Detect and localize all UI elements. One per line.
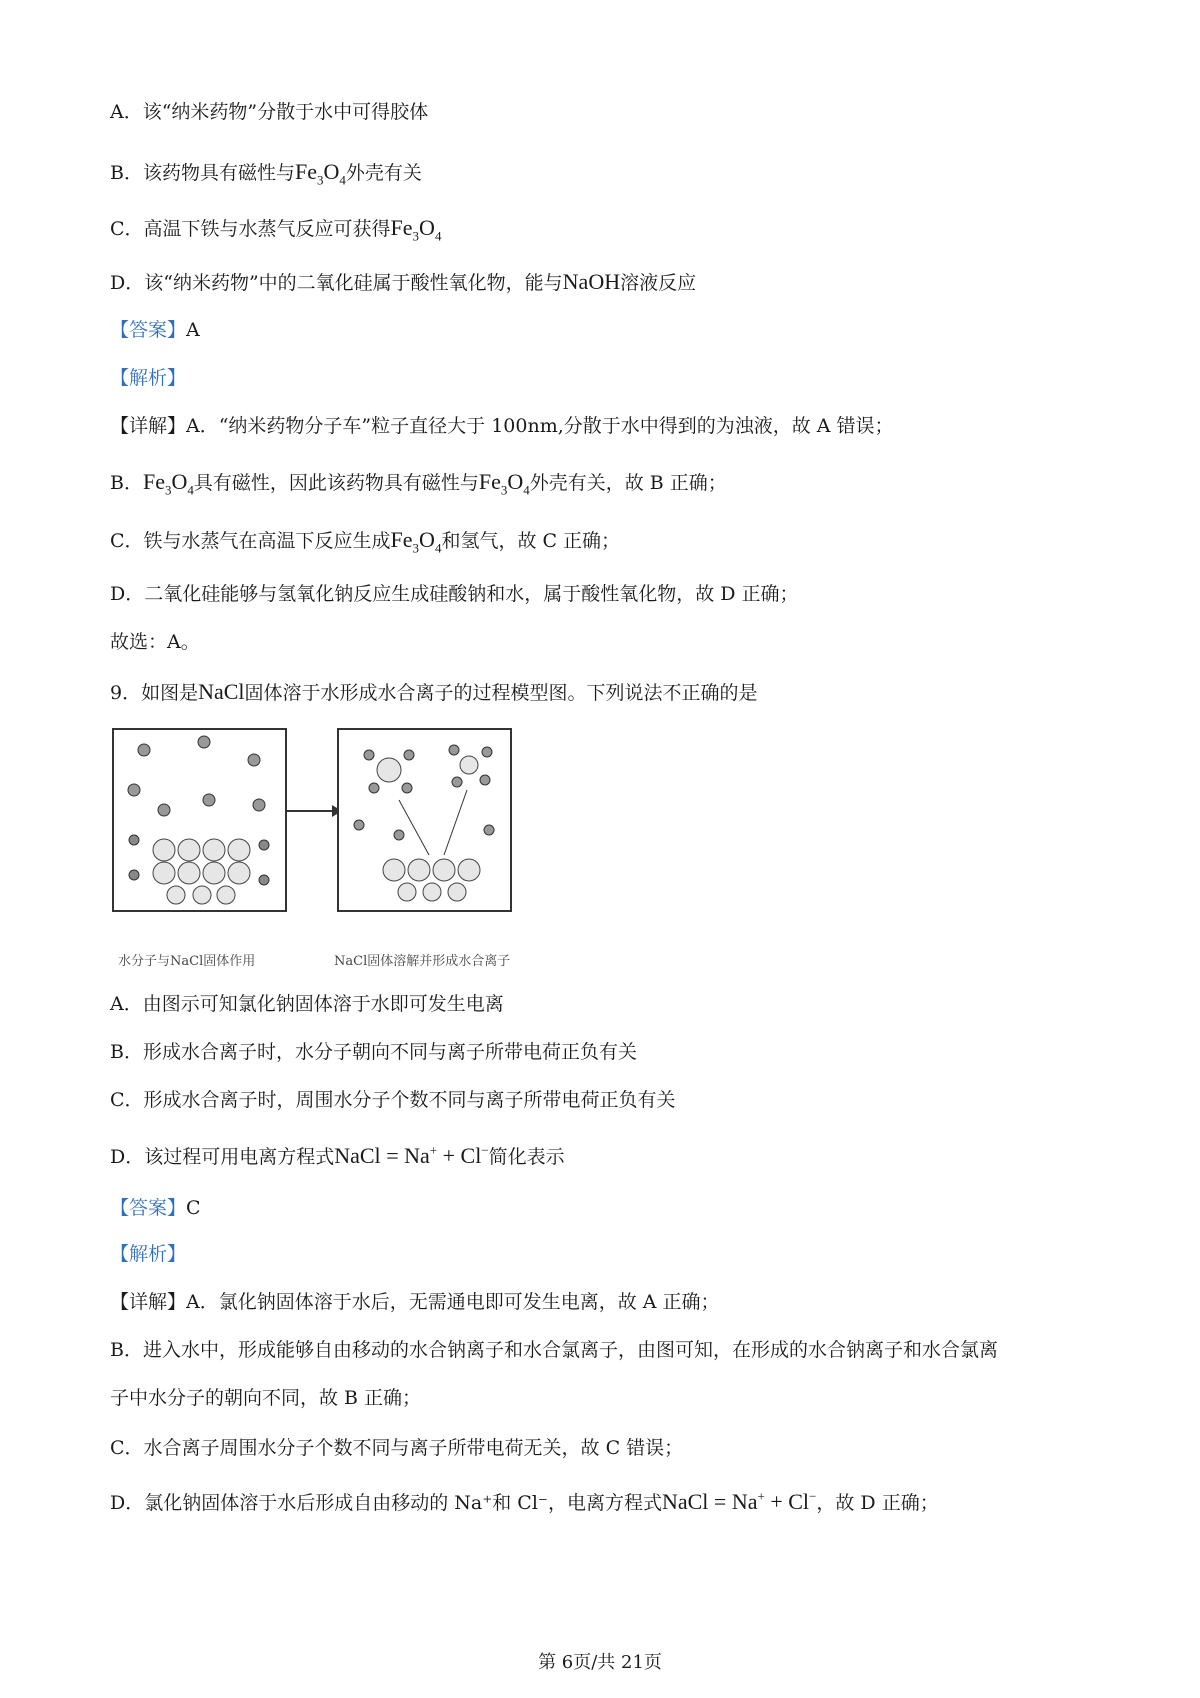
q8-option-d-text: D．该“纳米药物”中的二氧化硅属于酸性氧化物，能与 — [110, 272, 563, 294]
figure-caption-left: 水分子与NaCl固体作用 — [118, 954, 256, 969]
q8-detail-d: D．二氧化硅能够与氢氧化钠反应生成硅酸钠和水，属于酸性氧化物，故 D 正确； — [110, 583, 799, 605]
q8-option-c-text: C．高温下铁与水蒸气反应可获得 — [110, 218, 391, 240]
figure-right-panel — [337, 728, 512, 912]
figure-caption-right: NaCl固体溶解并形成水合离子 — [334, 954, 511, 969]
q8-detail-c: C．铁与水蒸气在高温下反应生成$Fe_3O_4$和氢气，故 C 正确； — [110, 527, 621, 556]
process-arrow — [285, 810, 335, 812]
q9-option-b: B．形成水合离子时，水分子朝向不同与离子所带电荷正负有关 — [110, 1041, 637, 1063]
q9-detail-c: C．水合离子周围水分子个数不同与离子所带电荷无关，故 C 错误； — [110, 1437, 684, 1459]
q8-option-b — [110, 158, 422, 189]
fe3o4-formula: $Fe_3O_4$ — [390, 215, 442, 244]
fe3o4-formula: $Fe_3O_4$ — [478, 469, 530, 498]
q8-answer — [110, 318, 200, 343]
answer-value: A — [186, 319, 200, 341]
ionization-equation: NaCl = Na+ + Cl− — [334, 1142, 489, 1168]
q8-option-d — [110, 268, 696, 297]
naoh-formula: NaOH — [562, 269, 621, 294]
fe3o4-formula: $Fe_3O_4$ — [142, 469, 194, 498]
q9-stem: 9．如图是NaCl固体溶于水形成水合离子的过程模型图。下列说法不正确的是 — [110, 679, 758, 704]
page-footer: 第 6页/共 21页 — [538, 1652, 662, 1673]
fe3o4-formula: $Fe_3O_4$ — [390, 527, 442, 556]
q9-option-a: A．由图示可知氯化钠固体溶于水即可发生电离 — [110, 993, 504, 1015]
q8-option-d-tail: 溶液反应 — [620, 272, 697, 294]
q8-option-a: A．该“纳米药物”分散于水中可得胶体 — [110, 101, 429, 123]
fe3o4-formula: $Fe_3O_4$ — [294, 159, 346, 188]
q8-choice: 故选：A。 — [110, 631, 200, 653]
q9-detail-b2: 子中水分子的朝向不同，故 B 正确； — [110, 1387, 422, 1409]
answer-tag: 【答案】 — [110, 1197, 187, 1219]
q8-option-b-tail: 外壳有关 — [345, 162, 422, 184]
q8-option-c — [110, 214, 441, 245]
water-nacl-interaction-diagram — [114, 730, 285, 910]
q9-analysis-tag: 【解析】 — [110, 1243, 187, 1265]
q8-detail-a: 【详解】A．“纳米药物分子车”粒子直径大于 100nm,分散于水中得到的为浊液，故 A 错误； — [110, 415, 894, 437]
ionization-equation: NaCl = Na+ + Cl− — [661, 1488, 817, 1514]
q9-option-d: D．该过程可用电离方程式NaCl = Na+ + Cl−简化表示 — [110, 1142, 565, 1168]
q8-analysis-tag: 【解析】 — [110, 367, 187, 389]
q8-option-b-text: B．该药物具有磁性与 — [110, 162, 295, 184]
q9-option-c: C．形成水合离子时，周围水分子个数不同与离子所带电荷正负有关 — [110, 1089, 676, 1111]
q9-detail-d: D．氯化钠固体溶于水后形成自由移动的 Na⁺和 Cl⁻，电离方程式NaCl = Na+ + Cl−，故 D 正确； — [110, 1488, 939, 1514]
q9-detail-b1: B．进入水中，形成能够自由移动的水合钠离子和水合氯离子，由图可知，在形成的水合钠离子和水合氯离 — [110, 1339, 998, 1361]
nacl-formula: NaCl — [198, 679, 245, 704]
answer-tag: 【答案】 — [110, 319, 187, 341]
figure-left-panel — [112, 728, 287, 912]
q9-detail-a: 【详解】A．氯化钠固体溶于水后，无需通电即可发生电离，故 A 正确； — [110, 1291, 720, 1313]
q9-answer — [110, 1196, 201, 1221]
q8-detail-b: B．$Fe_3O_4$具有磁性，因此该药物具有磁性与$Fe_3O_4$外壳有关，故 B 正确； — [110, 469, 727, 498]
answer-value: C — [186, 1197, 201, 1219]
hydrated-ions-diagram — [339, 730, 510, 910]
